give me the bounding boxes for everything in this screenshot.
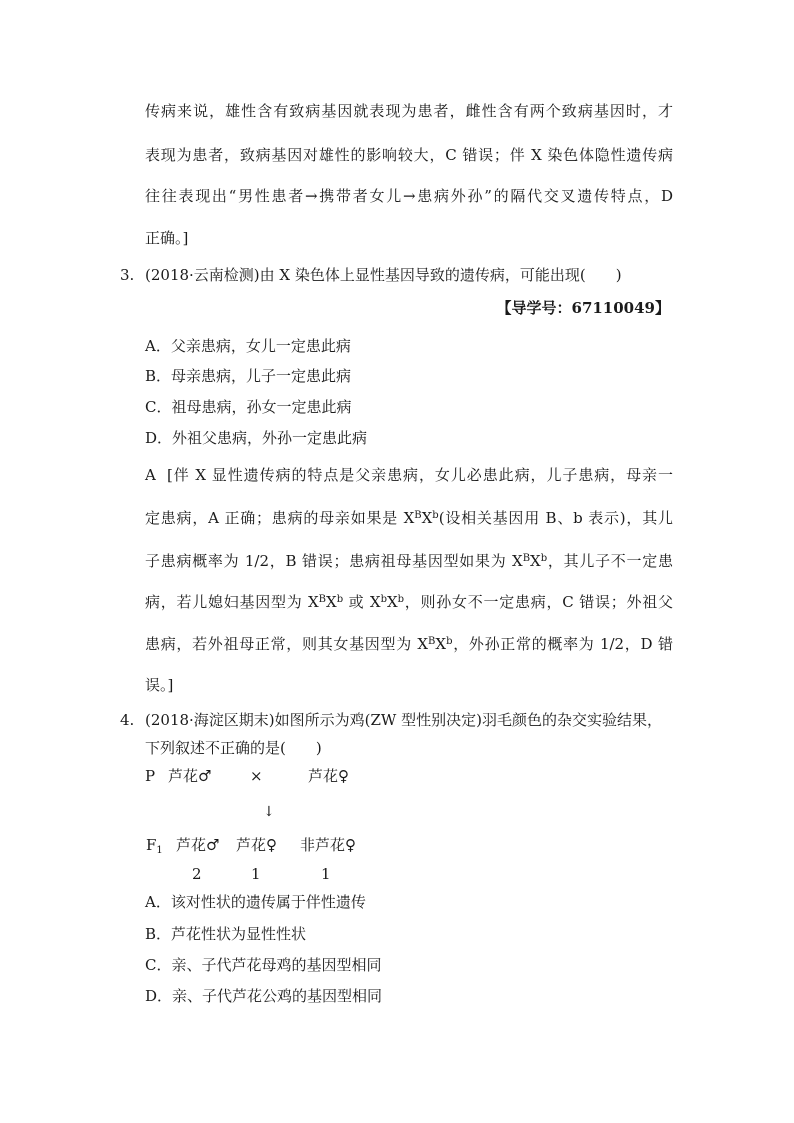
ratio-female: 1 xyxy=(251,865,261,883)
ratio-male: 2 xyxy=(192,865,202,883)
f1-label: $F_1$ xyxy=(146,836,163,856)
cross-sign: × xyxy=(250,767,263,785)
q4-option-d: D．亲、子代芦花公鸡的基因型相同 xyxy=(145,987,383,1005)
q3-option-b: B．母亲患病，儿子一定患此病 xyxy=(145,367,352,385)
p-female: 芦花♀ xyxy=(308,767,349,785)
q3-number: 3. xyxy=(120,266,135,284)
q4-option-c: C．亲、子代芦花母鸡的基因型相同 xyxy=(145,956,382,974)
q2-explanation-line-2: 表现为患者，致病基因对雄性的影响较大，C 错误；伴 X 染色体隐性遗传病 xyxy=(145,146,673,164)
f1-male: 芦花♂ xyxy=(176,836,220,854)
q3-explanation-line-4: 病，若儿媳妇基因型为 $X^BX^b$ 或 $X^bX^b$，则孙女不一定患病，C 错误；外祖父 xyxy=(145,593,673,611)
q3-code: 【导学号：67110049】 xyxy=(496,299,670,317)
p-label: P xyxy=(145,767,156,785)
q4-number: 4. xyxy=(120,711,135,729)
q2-explanation-line-1: 传病来说，雄性含有致病基因就表现为患者，雌性含有两个致病基因时，才 xyxy=(145,102,673,120)
f1-female: 芦花♀ xyxy=(236,836,277,854)
q3-explanation-line-3: 子患病概率为 1/2，B 错误；患病祖母基因型如果为 $X^BX^b$，其儿子不一定患 xyxy=(145,552,673,570)
q3-explanation-line-1 xyxy=(145,465,673,485)
p-male: 芦花♂ xyxy=(168,767,212,785)
q2-explanation-line-3: 往往表现出“男性患者→携带者女儿→患病外孙”的隔代交叉遗传特点，D xyxy=(145,187,673,205)
q4-option-a: A．该对性状的遗传属于伴性遗传 xyxy=(145,893,366,911)
q3-option-a: A．父亲患病，女儿一定患此病 xyxy=(145,337,351,355)
q3-answer-letter: A xyxy=(145,466,156,484)
q3-stem: (2018·云南检测)由 X 染色体上显性基因导致的遗传病，可能出现( ) xyxy=(145,266,622,284)
q3-option-c: C．祖母患病，孙女一定患此病 xyxy=(145,398,352,416)
q4-stem-line-1: (2018·海淀区期末)如图所示为鸡(ZW 型性别决定)羽毛颜色的杂交实验结果， xyxy=(145,711,662,729)
q3-explanation-line-6: 误。] xyxy=(145,676,174,694)
q2-explanation-line-4: 正确。] xyxy=(145,229,189,247)
ratio-non-barred: 1 xyxy=(321,865,331,883)
down-arrow-icon: ↓ xyxy=(263,804,275,820)
q4-option-b: B．芦花性状为显性性状 xyxy=(145,925,307,943)
q3-explanation-line-2: 定患病，A 正确；患病的母亲如果是 $X^BX^b$(设相关基因用 B、b 表示)，其儿 xyxy=(145,509,673,527)
q3-explanation-text-1: [伴 X 显性遗传病的特点是父亲患病，女儿必患此病，儿子患病，母亲一 xyxy=(167,466,673,484)
f1-non-barred-female: 非芦花♀ xyxy=(300,836,356,854)
q3-explanation-line-5: 患病，若外祖母正常，则其女基因型为 $X^BX^b$，外孙正常的概率为 1/2，D 错 xyxy=(145,635,673,653)
q4-stem-line-2: 下列叙述不正确的是( ) xyxy=(145,739,322,757)
q3-option-d: D．外祖父患病，外孙一定患此病 xyxy=(145,429,368,447)
